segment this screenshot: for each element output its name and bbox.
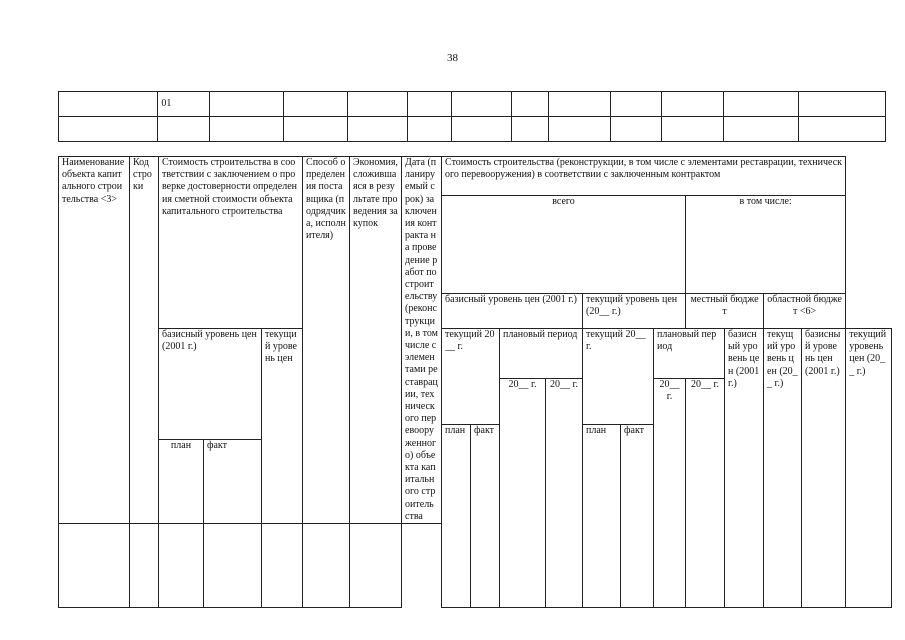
line-code-header: Код строки	[130, 157, 159, 524]
table-cell	[610, 117, 661, 142]
current-level-header: текущий уровень цен	[262, 329, 303, 524]
table-cell	[284, 92, 348, 117]
page-number: 38	[447, 52, 458, 64]
base-short-header: базисный уровень цен (2001 г.)	[725, 329, 764, 608]
code-row	[59, 92, 886, 117]
table-cell	[59, 92, 158, 117]
table-cell	[799, 92, 886, 117]
table-cell	[347, 117, 408, 142]
table-cell	[512, 117, 549, 142]
current-20-header: текущий 20__ г.	[442, 329, 500, 425]
header-table	[58, 156, 892, 608]
supplier-method-header: Способ определения поставщика (подрядчика, исполнителя)	[303, 157, 350, 524]
year-20-header: 20__ г.	[686, 378, 725, 607]
table-cell	[408, 92, 451, 117]
including-header: в том числе:	[686, 196, 846, 294]
planning-period-header: плановый период	[654, 329, 725, 379]
table-cell	[548, 117, 610, 142]
table-cell	[284, 117, 348, 142]
savings-header: Экономия, сложившаяся в результате проведения закупок	[350, 157, 402, 524]
line-code-cell: 01	[158, 92, 209, 117]
table-cell	[408, 117, 451, 142]
table-cell	[662, 92, 724, 117]
empty-row	[59, 117, 886, 142]
date-header: Дата (планируемый срок) заключения контракта на проведение работ по строительству (реконструкции, в том числе с элементами реставрации, технического перевооруженного) объекта капитального строительства	[402, 157, 442, 524]
empty-cell	[130, 524, 159, 608]
empty-cell	[350, 524, 402, 608]
plan-header: план	[583, 425, 621, 608]
table-cell	[451, 92, 512, 117]
current-20-header: текущий 20__ г.	[583, 329, 654, 425]
code-table	[58, 91, 886, 142]
year-20-header: 20__ г.	[500, 378, 546, 607]
local-budget-header: местный бюджет	[686, 294, 764, 329]
cost-contract-header: Стоимость строительства (реконструкции, в том числе с элементами реставрации, технического перевооружения) в соответствии с заключенным контрактом	[442, 157, 846, 196]
table-cell	[347, 92, 408, 117]
plan-header: план	[159, 440, 204, 524]
table-cell	[662, 117, 724, 142]
regional-budget-header: областной бюджет <6>	[764, 294, 846, 329]
table-cell	[451, 117, 512, 142]
table-cell	[799, 117, 886, 142]
current-level-contract-header: текущий уровень цен (20__ г.)	[583, 294, 686, 329]
year-20-header: 20__ г.	[654, 378, 686, 607]
object-name-header: Наименование объекта капитального строительства <3>	[59, 157, 130, 524]
empty-cell	[262, 524, 303, 608]
table-cell	[723, 117, 798, 142]
current-short-header: текущий уровень цен (20__ г.)	[764, 329, 802, 608]
fact-header: факт	[621, 425, 654, 608]
empty-cell	[59, 524, 130, 608]
table-cell	[610, 92, 661, 117]
table-cell	[548, 92, 610, 117]
table-cell	[158, 117, 209, 142]
base-level-contract-header: базисный уровень цен (2001 г.)	[442, 294, 583, 329]
base-level-2001-header: базисный уровень цен (2001 г.)	[159, 329, 262, 440]
total-header: всего	[442, 196, 686, 294]
planning-period-header: плановый период	[500, 329, 583, 379]
year-20-header: 20__ г.	[546, 378, 583, 607]
empty-cell	[204, 524, 262, 608]
plan-header: план	[442, 425, 471, 608]
empty-cell	[303, 524, 350, 608]
table-cell	[723, 92, 798, 117]
current-short-header: текущий уровень цен (20__ г.)	[846, 329, 892, 608]
fact-header: факт	[204, 440, 262, 524]
table-cell	[209, 92, 283, 117]
cost-expertise-header: Стоимость строительства в соответствии с заключением о проверке достоверности определения сметной стоимости объекта капитального строительства	[159, 157, 303, 329]
table-cell	[209, 117, 283, 142]
empty-cell	[159, 524, 204, 608]
fact-header: факт	[471, 425, 500, 608]
base-short-header: базисный уровень цен (2001 г.)	[802, 329, 846, 608]
table-cell	[59, 117, 158, 142]
table-cell	[512, 92, 549, 117]
